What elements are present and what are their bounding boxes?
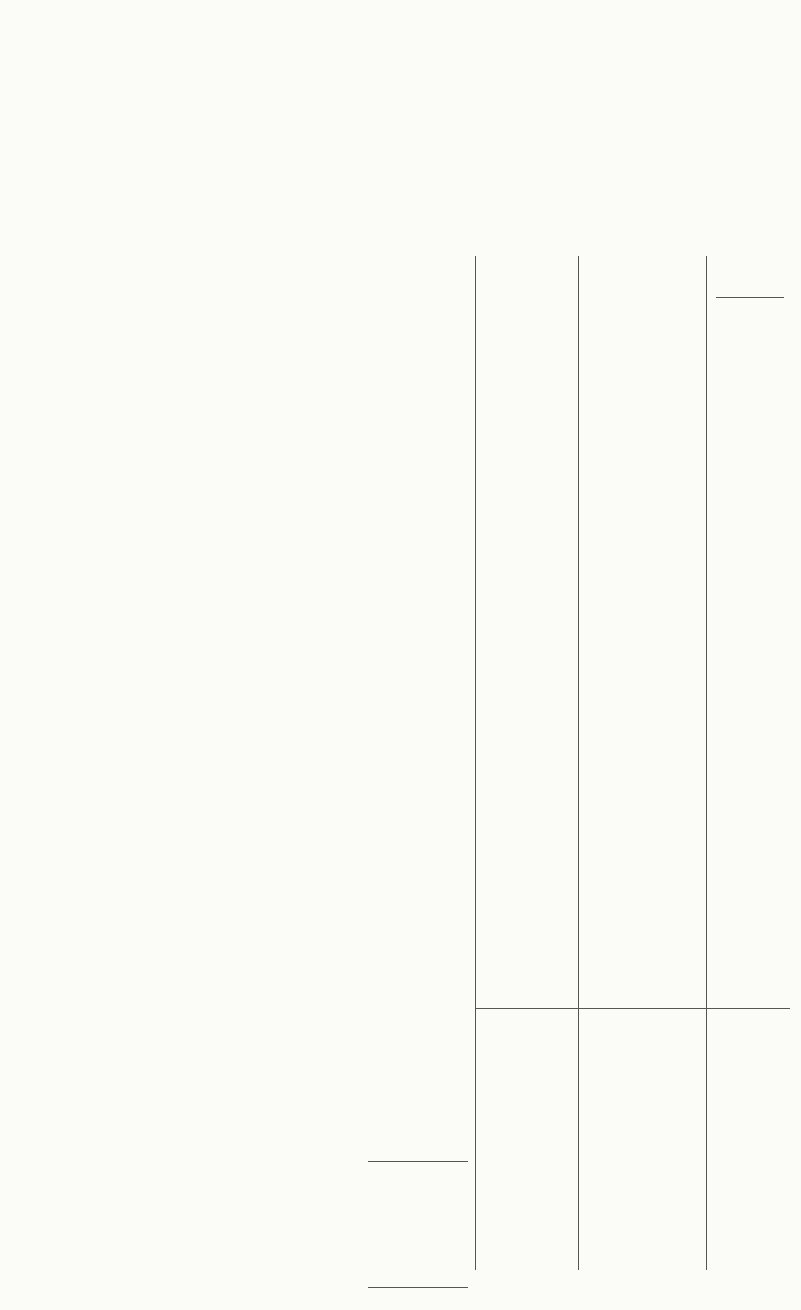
column-rule [706,256,707,1270]
column-rule [578,256,579,1270]
subtotal-rule [368,1161,468,1162]
paupers-head-rule [716,297,784,298]
column-rule [475,256,476,1270]
subtotal-rule [368,1287,468,1288]
totals-rule [476,1008,790,1009]
